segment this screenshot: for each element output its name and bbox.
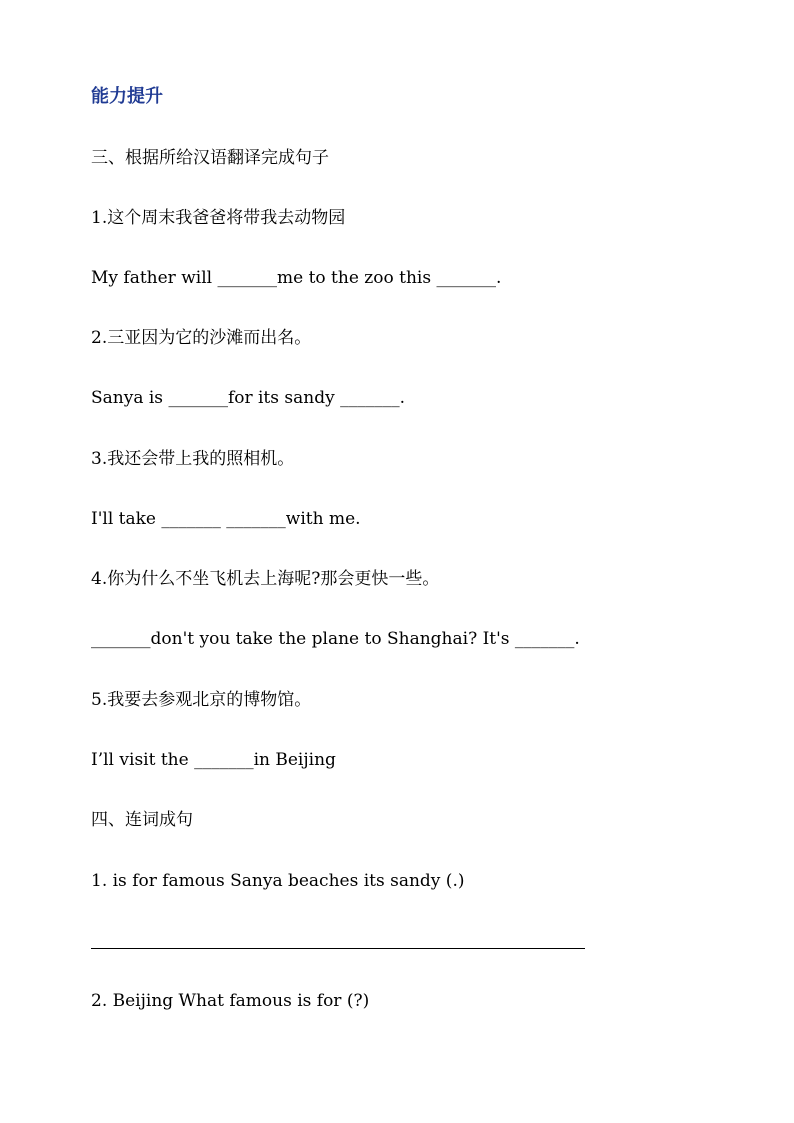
page-heading: 能力提升 [91,86,163,107]
answer-line[interactable] [91,948,585,949]
section4-title: 四、连词成句 [91,810,193,830]
s4-item1-words: 1. is for famous Sanya beaches its sandy (.) [91,871,465,891]
s3-item1-english: My father will _______me to the zoo this _______. [91,268,502,288]
s3-item5-chinese: 5.我要去参观北京的博物馆。 [91,690,312,710]
s3-item2-chinese: 2.三亚因为它的沙滩而出名。 [91,328,312,348]
s3-item5-english: I’ll visit the _______in Beijing [91,750,336,770]
s3-item4-chinese: 4.你为什么不坐飞机去上海呢?那会更快一些。 [91,569,440,589]
s3-item3-english: I'll take _______ _______with me. [91,509,361,529]
s3-item1-chinese: 1.这个周末我爸爸将带我去动物园 [91,208,346,228]
s3-item4-english: _______don't you take the plane to Shanghai? It's _______. [91,629,580,649]
s3-item3-chinese: 3.我还会带上我的照相机。 [91,449,295,469]
s3-item2-english: Sanya is _______for its sandy _______. [91,388,405,408]
section3-title: 三、根据所给汉语翻译完成句子 [91,148,329,168]
s4-item2-words: 2. Beijing What famous is for (?) [91,991,370,1011]
